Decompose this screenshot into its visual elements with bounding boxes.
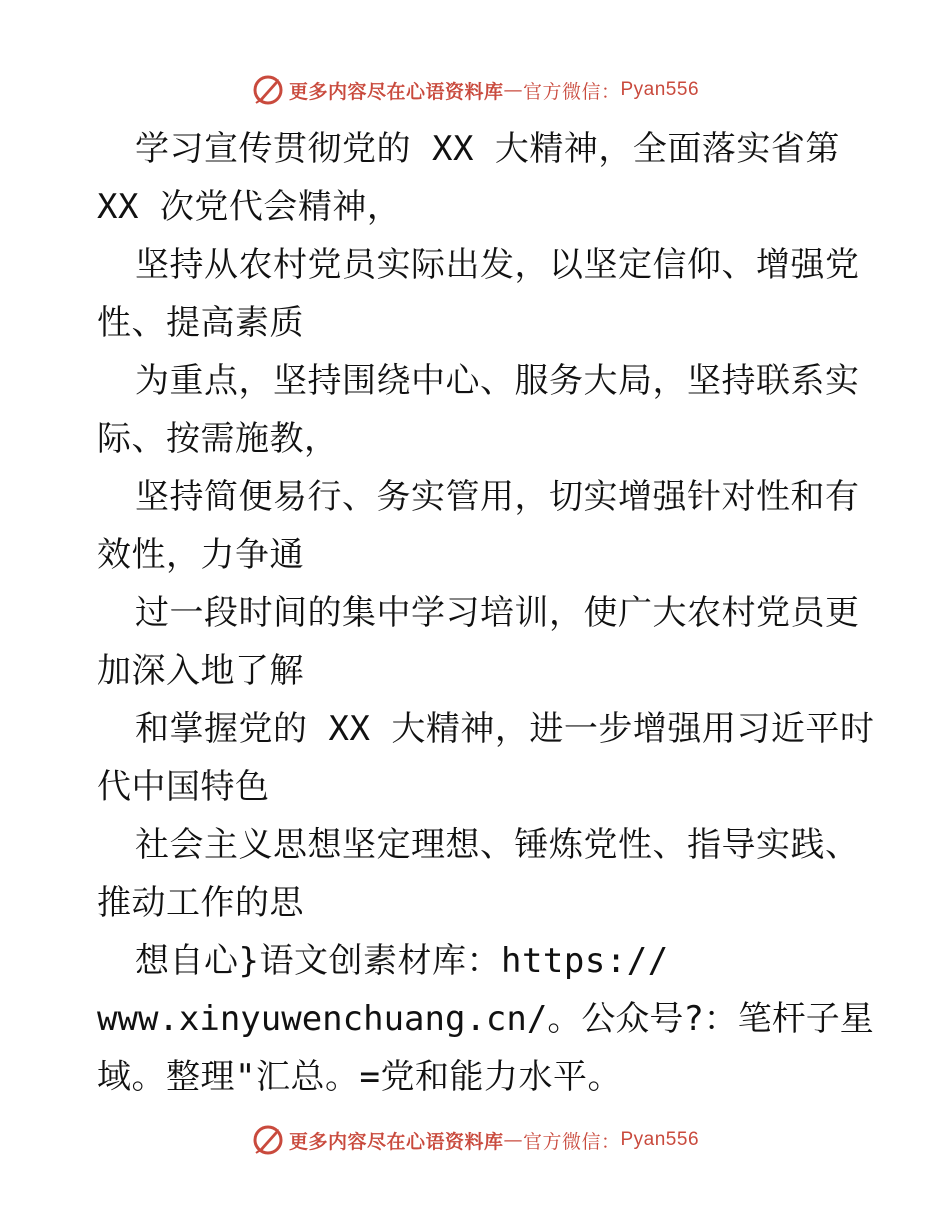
footer-dash: —: [503, 1129, 523, 1151]
body-line: 性、提高素质: [97, 303, 304, 343]
header-wechat-label: 官方微信：: [522, 80, 621, 103]
header-slogan: 更多内容尽在心语资料库: [288, 80, 504, 103]
body-line: 社会主义思想坚定理想、锤炼党性、指导实践、: [135, 825, 860, 865]
body-line: 和掌握党的 XX 大精神，进一步增强用习近平时: [135, 709, 875, 749]
body-line: XX 次党代会精神，: [97, 187, 402, 227]
header-dash: —: [503, 79, 523, 101]
body-line: 加深入地了解: [97, 651, 304, 691]
body-line: 域。整理"汇总。=党和能力水平。: [97, 1057, 622, 1097]
body-line: 代中国特色: [97, 767, 270, 807]
footer-banner: [0, 1120, 950, 1160]
header-banner: [0, 70, 950, 110]
footer-slogan: 更多内容尽在心语资料库: [288, 1130, 504, 1153]
body-line: 为重点，坚持围绕中心、服务大局，坚持联系实: [135, 361, 860, 401]
body-line: 想自心}语文创素材库：https://: [135, 941, 669, 981]
body-line: 坚持从农村党员实际出发，以坚定信仰、增强党: [135, 245, 860, 285]
footer-wechat-id: Pyan556: [620, 1129, 700, 1150]
body-line: www.xinyuwenchuang.cn/。公众号?：笔杆子星: [97, 999, 874, 1039]
header-wechat-id: Pyan556: [620, 79, 700, 100]
body-line: 效性，力争通: [97, 535, 304, 575]
quill-pen-logo-icon: [251, 1123, 285, 1157]
body-line: 推动工作的思: [97, 883, 304, 923]
body-line: 际、按需施教，: [97, 419, 339, 459]
body-line: 学习宣传贯彻党的 XX 大精神，全面落实省第: [135, 129, 840, 169]
body-line: 过一段时间的集中学习培训，使广大农村党员更: [135, 593, 860, 633]
footer-wechat-label: 官方微信：: [522, 1130, 621, 1153]
body-line: 坚持简便易行、务实管用，切实增强针对性和有: [135, 477, 860, 517]
quill-pen-logo-icon: [251, 73, 285, 107]
document-body: [97, 120, 897, 1106]
